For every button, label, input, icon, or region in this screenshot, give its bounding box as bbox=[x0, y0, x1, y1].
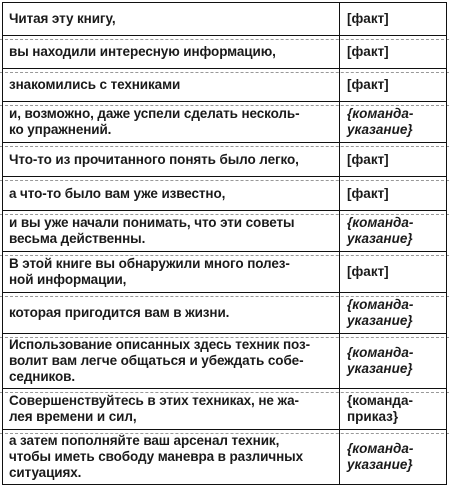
type-label: [факт] bbox=[347, 151, 389, 167]
type-cell bbox=[340, 177, 447, 210]
statement-text: Использование описанных здесь техник поз- волит вам легче общаться и убеждать собе- седников. bbox=[9, 337, 310, 384]
type-label: [факт] bbox=[347, 11, 389, 26]
statement-text: Читая эту книгу, bbox=[9, 11, 116, 26]
type-label: {команда- указание} bbox=[347, 215, 414, 246]
type-cell bbox=[340, 252, 447, 292]
type-cell bbox=[340, 3, 447, 35]
statement-text: знакомились с техниками bbox=[9, 77, 181, 92]
statement-cell bbox=[2, 3, 340, 35]
statement-text: и, возможно, даже успели сделать несколь- ко упражнений. bbox=[9, 106, 300, 137]
type-label: {команда- указание} bbox=[347, 106, 414, 137]
type-label: {команда- приказ} bbox=[347, 393, 413, 424]
statement-text: а затем пополняйте ваш арсенал техник, чтобы иметь свободу маневра в различных ситуациях. bbox=[9, 433, 303, 480]
type-label: {команда- указание} bbox=[347, 297, 414, 328]
type-cell bbox=[340, 69, 447, 101]
type-cell bbox=[340, 211, 447, 251]
type-label: {команда- указание} bbox=[347, 441, 414, 472]
statement-text: которая пригодится вам в жизни. bbox=[9, 305, 230, 320]
type-cell bbox=[340, 389, 447, 429]
statement-text: Совершенствуйтесь в этих техниках, не жа- лея времени и сил, bbox=[9, 393, 299, 424]
statement-cell bbox=[2, 69, 340, 101]
statement-cell bbox=[2, 143, 340, 176]
table-row bbox=[2, 36, 447, 69]
type-cell bbox=[340, 334, 447, 388]
type-label: [факт] bbox=[347, 185, 389, 201]
type-label: [факт] bbox=[347, 264, 389, 279]
statement-cell bbox=[2, 211, 340, 251]
statement-cell bbox=[2, 102, 340, 142]
table-row bbox=[2, 177, 447, 211]
statement-cell bbox=[2, 389, 340, 429]
table-row bbox=[2, 334, 447, 389]
statement-cell bbox=[2, 177, 340, 210]
table-row bbox=[2, 211, 447, 252]
table-row bbox=[2, 143, 447, 177]
statement-cell bbox=[2, 252, 340, 292]
statement-text: Что-то из прочитанного понять было легко, bbox=[9, 151, 299, 167]
table-row bbox=[2, 69, 447, 102]
table-row bbox=[2, 293, 447, 334]
type-cell bbox=[340, 36, 447, 68]
statement-text: В этой книге вы обнаружили много полез- ной информации, bbox=[9, 256, 290, 287]
statement-text: а что-то было вам уже известно, bbox=[9, 185, 226, 201]
table-row bbox=[2, 389, 447, 430]
type-cell bbox=[340, 430, 447, 484]
statement-cell bbox=[2, 334, 340, 388]
type-label: [факт] bbox=[347, 44, 389, 59]
type-cell bbox=[340, 293, 447, 333]
table-row bbox=[2, 2, 447, 36]
statements-table bbox=[2, 2, 447, 485]
type-label: [факт] bbox=[347, 77, 389, 92]
statement-text: и вы уже начали понимать, что эти советы весьма действенны. bbox=[9, 215, 295, 246]
table-row bbox=[2, 102, 447, 143]
type-cell bbox=[340, 102, 447, 142]
type-label: {команда- указание} bbox=[347, 345, 414, 376]
statement-cell bbox=[2, 293, 340, 333]
statement-cell bbox=[2, 430, 340, 484]
type-cell bbox=[340, 143, 447, 176]
statement-cell bbox=[2, 36, 340, 68]
table-row bbox=[2, 252, 447, 293]
statement-text: вы находили интересную информацию, bbox=[9, 44, 276, 59]
